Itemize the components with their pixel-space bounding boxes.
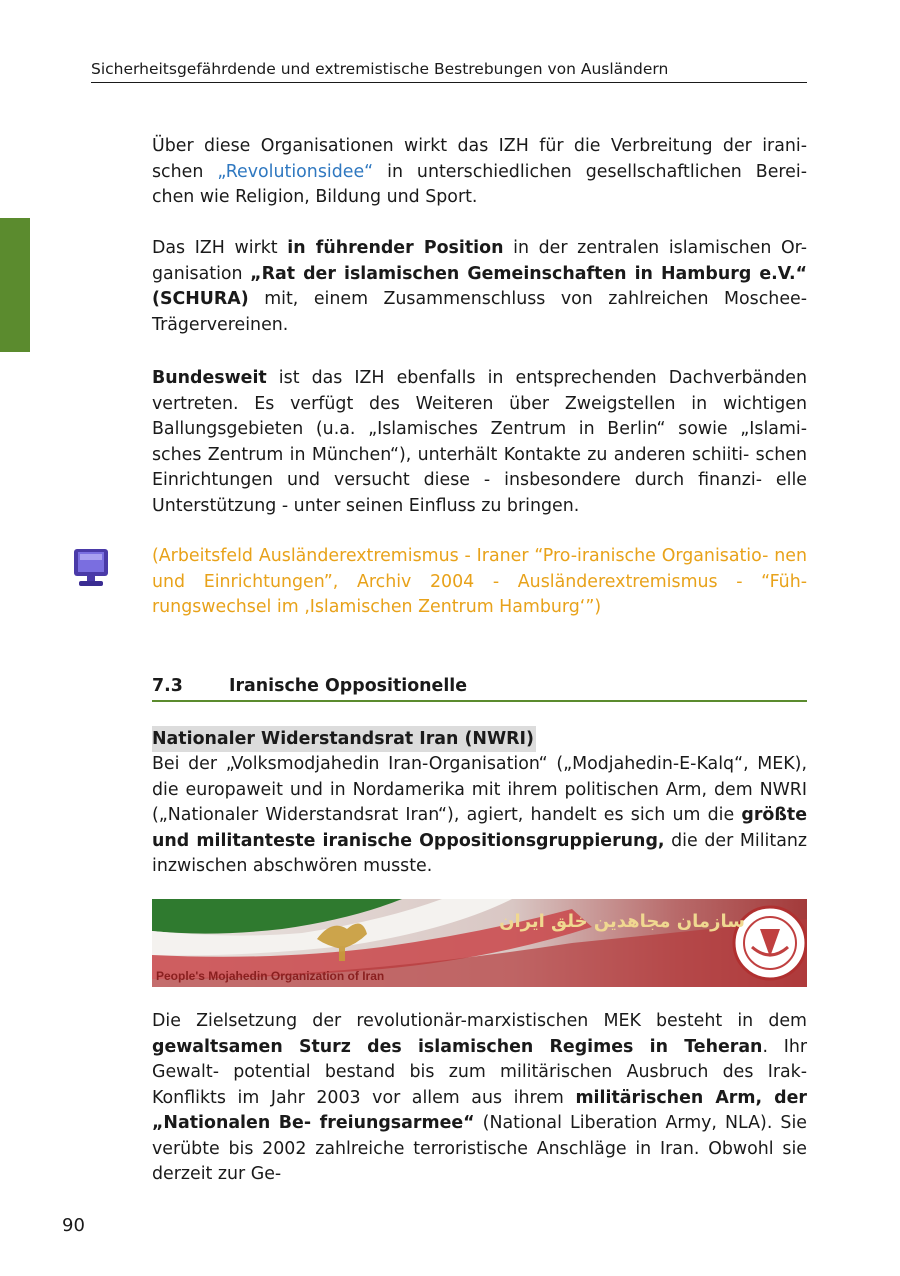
banner-arabic-title: سازمان مجاهدین خلق ایران xyxy=(499,911,745,932)
para2-bold-b: „Rat der islamischen Gemeinschaften in Hamburg e.V.“ (SCHURA) xyxy=(152,263,807,309)
para1-text-b: in unterschiedlichen gesellschaftlichen Berei- chen wie Religion, Bildung und Sport. xyxy=(152,161,807,207)
running-header: Sicherheitsgefährdende und extremistische Bestrebungen von Ausländern xyxy=(91,60,807,83)
mek-banner-image xyxy=(152,899,807,987)
para5-bold-b: militärischen Arm, der „Nationalen Be- freiungsarmee“ xyxy=(152,1087,807,1133)
para2-text-c: mit, einem Zusammenschluss von zahlreichen Moschee- Trägervereinen. xyxy=(152,289,807,335)
para3-text: ist das IZH ebenfalls in entsprechenden Dachverbänden vertreten. Es verfügt des Weiteren über Zweigstellen in wichtigen Ballungsgebieten (u.a. „Islamisches Zentrum in Berlin“ sowie „Islami- sches Zentrum in München“), unterhält Kontakte zu anderen schiiti- schen Einrichtungen und versucht diese - insbesondere durch finanzi- elle Unterstützung - unter seinen Einfluss zu bringen. xyxy=(152,368,807,516)
para1-text-a: Über diese Organisationen wirkt das IZH für die Verbreitung der irani- schen xyxy=(152,136,807,182)
para2-bold-a: in führender Position xyxy=(287,238,504,258)
page-number: 90 xyxy=(62,1215,85,1236)
para5-text-a: Die Zielsetzung der revolutionär-marxistischen MEK besteht in dem xyxy=(152,1011,807,1031)
paragraph-schura xyxy=(152,236,807,338)
para4-text-a: Bei der „Volksmodjahedin Iran-Organisation“ („Modjahedin-E-Kalq“, MEK), die europaweit und in Nordamerika mit ihrem politischen Arm, dem NWRI („Nationaler Widerstandsrat Iran“), agiert, handelt es sich um die xyxy=(152,754,807,825)
archive-reference-link[interactable]: (Arbeitsfeld Ausländerextremismus - Iraner “Pro-iranische Organisatio- nen und Einrichtungen”, Archiv 2004 - Ausländerextremismus - “Füh- rungswechsel im ‚Islamischen Zentrum Hamburg‘”) xyxy=(152,546,807,617)
para5-text-b: . Ihr Gewalt- potential bestand bis zum militärischen Ausbruch des Irak-Konflikts im Jahr 2003 vor allem aus ihrem xyxy=(152,1036,808,1108)
section-heading xyxy=(152,676,807,702)
subheading-nwri: Nationaler Widerstandsrat Iran (NWRI) xyxy=(152,726,536,752)
mek-banner-graphic xyxy=(152,899,807,987)
paragraph-bundesweit xyxy=(152,366,807,519)
section-title: Iranische Oppositionelle xyxy=(229,676,468,696)
revolutionsidee-link[interactable]: „Revolutionsidee“ xyxy=(217,161,374,182)
para3-bold: Bundesweit xyxy=(152,368,267,388)
para2-text-b: in der zentralen islamischen Or- ganisation xyxy=(152,238,807,284)
paragraph-mek-goals xyxy=(152,1009,807,1188)
paragraph-mek xyxy=(152,752,807,880)
chapter-side-tab xyxy=(0,218,30,352)
para2-text-a: Das IZH wirkt xyxy=(152,238,288,258)
para4-bold: größte und militanteste iranische Oppositionsgruppierung, xyxy=(152,805,807,851)
section-number: 7.3 xyxy=(152,676,183,696)
para4-text-b: die der Militanz inzwischen abschwören musste. xyxy=(152,830,807,876)
banner-caption: People's Mojahedin Organization of Iran xyxy=(156,969,385,983)
paragraph-izh-organisations xyxy=(152,134,807,211)
para5-text-c: (National Liberation Army, NLA). Sie verübte bis 2002 zahlreiche terroristische Anschläge in Iran. Obwohl sie derzeit zur Ge- xyxy=(152,1113,807,1184)
para5-bold-a: gewaltsamen Sturz des islamischen Regimes in Teheran xyxy=(152,1036,763,1057)
monitor-icon xyxy=(73,548,109,588)
